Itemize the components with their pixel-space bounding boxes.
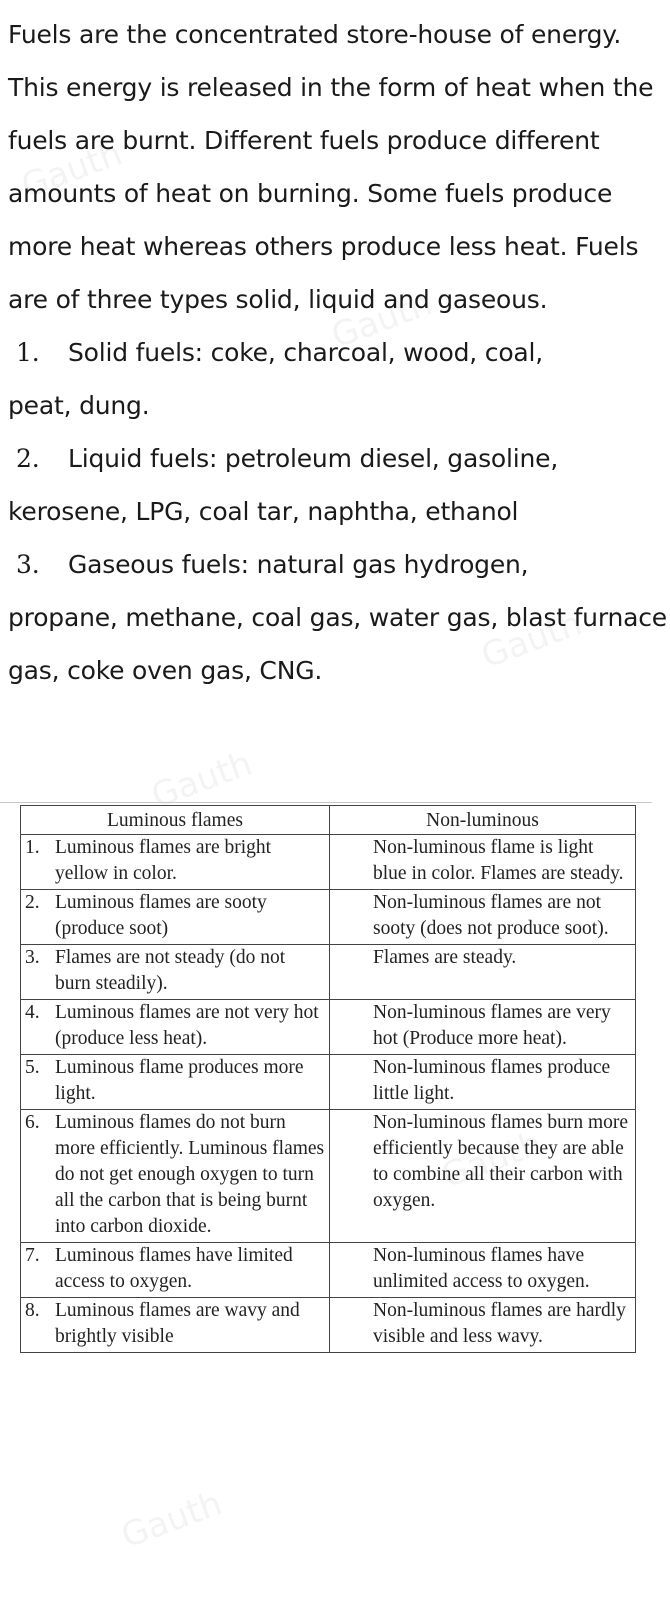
list-item-gaseous-cont: propane, methane, coal gas, water gas, blast furnace gas, coke oven gas, CNG.: [8, 603, 667, 685]
non-luminous-cell: Non-luminous flames are hardly visible and less wavy.: [330, 1298, 636, 1353]
row-number: 6.: [25, 1112, 40, 1133]
row-number: 4.: [25, 1002, 40, 1023]
luminous-cell: [21, 945, 330, 1000]
luminous-text: Luminous flames are wavy and brightly visible: [55, 1300, 300, 1347]
list-item-liquid-cont: kerosene, LPG, coal tar, naphtha, ethanol: [8, 497, 519, 526]
table-row: [21, 1298, 636, 1353]
row-number: 3.: [25, 947, 40, 968]
table-row: [21, 890, 636, 945]
luminous-text: Luminous flames have limited access to oxygen.: [55, 1245, 293, 1292]
row-number: 5.: [25, 1057, 40, 1078]
luminous-cell: [21, 1298, 330, 1353]
luminous-cell: [21, 1243, 330, 1298]
intro-paragraph: Fuels are the concentrated store-house of energy. This energy is released in the form of heat when the fuels are burnt. Different fuels produce different amounts of heat on burning. Some fuels produce more heat whereas others produce less heat. Fuels are of three types solid, liquid and gaseous.: [8, 20, 654, 314]
list-item-gaseous: [8, 538, 668, 591]
non-luminous-cell: Non-luminous flames burn more efficiently because they are able to combine all their carbon with oxygen.: [330, 1110, 636, 1243]
row-number: 2.: [25, 892, 40, 913]
watermark: [116, 1483, 227, 1556]
list-item-solid-cont: peat, dung.: [8, 391, 150, 420]
flame-comparison-table: [20, 805, 636, 1353]
non-luminous-cell: Non-luminous flames are not sooty (does not produce soot).: [330, 890, 636, 945]
header-luminous: Luminous flames: [21, 806, 330, 835]
luminous-text: Luminous flames do not burn more efficiently. Luminous flames do not get enough oxygen to turn all the carbon that is being burnt into carbon dioxide.: [55, 1112, 325, 1237]
header-non-luminous: Non-luminous: [330, 806, 636, 835]
row-number: 8.: [25, 1300, 40, 1321]
luminous-text: Luminous flames are not very hot (produce less heat).: [55, 1002, 319, 1049]
non-luminous-cell: Non-luminous flames are very hot (Produce more heat).: [330, 1000, 636, 1055]
luminous-text: Flames are not steady (do not burn steadily).: [55, 947, 286, 994]
table-row: [21, 835, 636, 890]
list-number: 3.: [16, 550, 40, 579]
table-row: [21, 1243, 636, 1298]
row-number: 7.: [25, 1245, 40, 1266]
list-text: Liquid fuels: petroleum diesel, gasoline,: [68, 444, 559, 473]
list-number: 1.: [16, 338, 40, 367]
luminous-text: Luminous flames are sooty (produce soot): [55, 892, 267, 939]
table-row: [21, 945, 636, 1000]
luminous-text: Luminous flames are bright yellow in color.: [55, 837, 272, 884]
luminous-cell: [21, 1055, 330, 1110]
list-text: Gaseous fuels: natural gas hydrogen,: [68, 550, 529, 579]
non-luminous-cell: Non-luminous flames have unlimited access to oxygen.: [330, 1243, 636, 1298]
non-luminous-cell: Flames are steady.: [330, 945, 636, 1000]
luminous-cell: [21, 835, 330, 890]
table-row: [21, 1055, 636, 1110]
table-row: [21, 1110, 636, 1243]
table-header-row: [21, 806, 636, 835]
list-number: 2.: [16, 444, 40, 473]
non-luminous-cell: Non-luminous flames produce little light.: [330, 1055, 636, 1110]
non-luminous-cell: Non-luminous flame is light blue in color. Flames are steady.: [330, 835, 636, 890]
table-top-rule: [0, 802, 652, 803]
list-item-liquid: [8, 432, 668, 485]
luminous-cell: [21, 890, 330, 945]
intro-text: [8, 8, 668, 697]
table-row: [21, 1000, 636, 1055]
luminous-text: Luminous flame produces more light.: [55, 1057, 304, 1104]
list-item-solid: [8, 326, 668, 379]
list-text: Solid fuels: coke, charcoal, wood, coal,: [68, 338, 544, 367]
luminous-cell: [21, 1000, 330, 1055]
row-number: 1.: [25, 837, 40, 858]
luminous-cell: [21, 1110, 330, 1243]
